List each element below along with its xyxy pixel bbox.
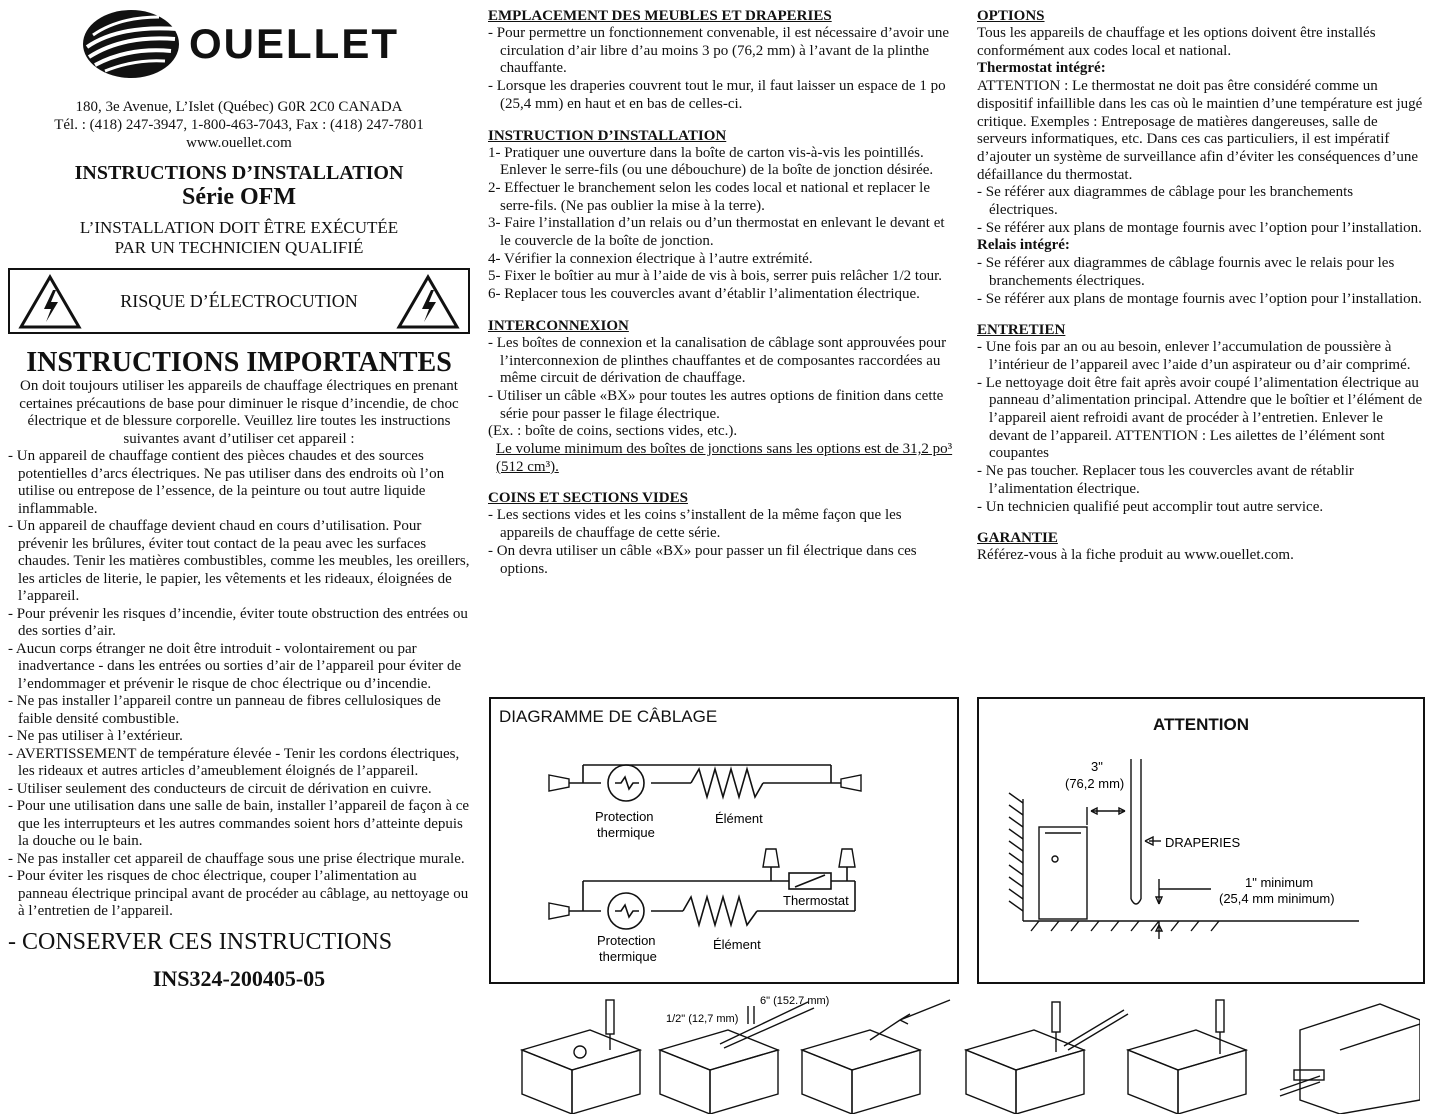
clearance-schematic [979, 699, 1423, 982]
keep-instructions: - CONSERVER CES INSTRUCTIONS [8, 928, 393, 955]
list-item: - Un appareil de chauffage devient chaud en cours d’utilisation. Pour prévenir les brûlures, éviter tout contact de la peau avec les surfaces chaudes. Tenir les matières combustibles, comme les meubles, les oreillers, les articles de literie, le papier, les vêtements et les rideaux, éloignées de l’appareil. [8, 518, 470, 604]
right-column [977, 8, 1425, 565]
list-item: - On devra utiliser un câble «BX» pour passer un fil électrique dans ces options. [488, 542, 917, 577]
list-item: - Utiliser seulement des conducteurs de circuit de dérivation en cuivre. [8, 780, 432, 797]
install-heading: INSTRUCTION D’INSTALLATION [488, 127, 727, 144]
dimension-label: (76,2 mm) [1065, 776, 1125, 791]
installation-steps-illustration [520, 990, 1420, 1114]
list-item: (Ex. : boîte de coins, sections vides, etc.). [488, 423, 738, 440]
element-label: Élément [713, 937, 761, 952]
list-item: - Pour éviter les risques de choc électrique, couper l’alimentation au panneau électrique principal avant de procéder au câblage, au nettoyage ou à l’entretien de l’appareil. [8, 868, 469, 919]
install-steps [488, 145, 958, 304]
dimension-label: 3" [1091, 759, 1103, 774]
step-illustration [966, 1002, 1128, 1114]
list-item: - Pour prévenir les risques d’incendie, éviter toute obstruction des entrées ou des sorties d’air. [8, 605, 468, 639]
left-column [8, 0, 470, 992]
protection-label: thermique [599, 949, 657, 964]
doc-title: INSTRUCTIONS D’INSTALLATION [74, 162, 404, 184]
list-item: - Le nettoyage doit être fait après avoir coupé l’alimentation électrique au panneau d’alimentation principal. Attendre que le boîtier et l’élément de l’appareil aient refroidi avant de procéder à l’entretien. Enlever le devant de l’appareil. ATTENTION : Les ailettes de l’élément sont coupantes [977, 374, 1423, 462]
series-title: Série OFM [182, 184, 296, 210]
list-item: 4- Vérifier la connexion électrique à l’autre extrémité. [488, 250, 813, 267]
protection-label: thermique [597, 825, 655, 840]
list-item: - Un appareil de chauffage contient des pièces chaudes et des sources potentielles d’arcs électriques. Ne pas utiliser dans des endroits où l’on utilise ou entrepose de l’essence, de la peinture ou tout autre liquide inflammable. [8, 448, 445, 517]
list-item: - Pour une utilisation dans une salle de bain, installer l’appareil de façon à ce que les interrupteurs et les autres commandes soient hors d’atteinte depuis la douche ou le bain. [8, 798, 470, 849]
options-intro: Tous les appareils de chauffage et les options doivent être installés conformément aux codes local et national. [977, 25, 1376, 59]
step-illustration [802, 1000, 950, 1114]
step-illustration [1280, 1004, 1420, 1114]
electrocution-warning-text: RISQUE D’ÉLECTROCUTION [120, 290, 358, 311]
list-item: - Pour permettre un fonctionnement convenable, il est nécessaire d’avoir une circulation d’air libre d’au moins 3 po (76,2 mm) à l’avant de la plinthe chauffante. [488, 25, 950, 77]
ouellet-logo-icon [79, 7, 183, 81]
list-item: - Ne pas installer l’appareil contre un panneau de fibres cellulosiques de faible densité combustible. [8, 693, 441, 727]
list-item: - Se référer aux plans de montage fournis avec l’option pour l’installation. [977, 219, 1422, 236]
step-illustration [522, 1000, 640, 1114]
warranty-text: Référez-vous à la fiche produit au www.ouellet.com. [977, 547, 1294, 564]
list-item: - Se référer aux plans de montage fournis avec l’option pour l’installation. [977, 290, 1422, 307]
clearance-diagram [977, 697, 1425, 984]
list-item: - Les boîtes de connexion et la canalisation de câblage sont approuvées pour l’interconnexion de plinthes chauffantes et de composantes raccordées au même circuit de dérivation de chauffage. [488, 334, 947, 387]
electrocution-warning-box [8, 268, 470, 334]
dimension-label: 6" (152.7 mm) [760, 995, 830, 1007]
list-item: - Les sections vides et les coins s’installent de la même façon que les appareils de chauffage de cette série. [488, 507, 902, 542]
protection-label: Protection [597, 933, 656, 948]
thermostat-label: Thermostat [783, 893, 849, 908]
list-item: - Ne pas installer cet appareil de chauffage sous une prise électrique murale. [8, 850, 465, 867]
high-voltage-warning-icon [18, 274, 82, 330]
maintenance-heading: ENTRETIEN [977, 322, 1066, 339]
corners-heading: COINS ET SECTIONS VIDES [488, 490, 688, 507]
list-item: - Un technicien qualifié peut accomplir tout autre service. [977, 498, 1324, 515]
thermostat-list [977, 184, 1425, 237]
website-line: www.ouellet.com [186, 135, 292, 151]
brand-logo [8, 6, 470, 82]
brand-name: OUELLET [189, 20, 399, 67]
technician-notice-line: PAR UN TECHNICIEN QUALIFIÉ [114, 238, 364, 257]
phone-line: Tél. : (418) 247-3947, 1-800-463-7043, Fax : (418) 247-7801 [54, 117, 424, 133]
high-voltage-warning-icon [396, 274, 460, 330]
interconnect-list [488, 335, 958, 441]
list-item: - Se référer aux diagrammes de câblage fournis avec le relais pour les branchements électriques. [977, 255, 1395, 289]
list-item: - Une fois par an ou au besoin, enlever l’accumulation de poussière à l’intérieur de l’appareil avec l’aide d’un aspirateur ou d’air comprimé. [977, 339, 1411, 373]
interconnect-heading: INTERCONNEXION [488, 317, 629, 334]
list-item: 3- Faire l’installation d’un relais ou d’un thermostat en enlevant le devant et le couvercle de la boîte de jonction. [488, 215, 945, 250]
dimension-label: 1/2" (12,7 mm) [666, 1013, 739, 1025]
list-item: 1- Pratiquer une ouverture dans la boîte de carton vis-à-vis les pointillés. Enlever le serre-fils (ou une débouchure) de la boîte de jonction désirée. [488, 144, 934, 179]
list-item: - Utiliser un câble «BX» pour toutes les autres options de finition dans cette série pour passer le filage électrique. [488, 387, 944, 422]
element-label: Élément [715, 811, 763, 826]
wiring-schematic [491, 699, 957, 982]
dimension-label: 1" minimum [1245, 875, 1314, 890]
draperies-label: DRAPERIES [1165, 835, 1241, 850]
clearance-diagram-title: ATTENTION [1152, 715, 1249, 734]
placement-heading: EMPLACEMENT DES MEUBLES ET DRAPERIES [488, 8, 832, 24]
address-block [8, 98, 470, 152]
thermostat-heading: Thermostat intégré: [977, 60, 1106, 77]
list-item: - Lorsque les draperies couvrent tout le mur, il faut laisser un espace de 1 po (25,4 mm) en haut et en bas de celles-ci. [488, 78, 946, 112]
important-title: INSTRUCTIONS IMPORTANTES [26, 347, 452, 378]
protection-label: Protection [595, 809, 654, 824]
options-heading: OPTIONS [977, 8, 1045, 24]
document-number: INS324-200405-05 [152, 965, 326, 991]
middle-column [488, 8, 958, 578]
thermostat-warning: ATTENTION : Le thermostat ne doit pas être considéré comme un dispositif infaillible dans les cas où le maintien d’une température est jugé critique. Exemples : Entreposage de matières dangereuses, salle de serveurs informatiques, etc. Dans ces cas particuliers, il est impératif d’ajouter un système de surveillance afin d’éviter les conséquences d’une défaillance du thermostat. [977, 78, 1423, 183]
list-item: - Aucun corps étranger ne doit être introduit - volontairement ou par inadvertance - dans les entrées ou sorties d’air de l’appareil pour éviter de l’endommager et prévenir le risque de choc électrique ou d’incendie. [8, 640, 462, 692]
relay-heading: Relais intégré: [977, 237, 1070, 254]
dimension-label: (25,4 mm minimum) [1219, 891, 1335, 906]
wiring-diagram-title: DIAGRAMME DE CÂBLAGE [499, 707, 718, 726]
warranty-heading: GARANTIE [977, 530, 1058, 547]
relay-list [977, 255, 1425, 308]
step-illustration [1128, 1000, 1246, 1114]
junction-volume-note: Le volume minimum des boîtes de jonctions sans les options est de 31,2 po³ (512 cm³). [496, 441, 953, 475]
list-item: - Ne pas toucher. Replacer tous les couvercles avant de rétablir l’alimentation électrique. [977, 463, 1354, 497]
safety-list [8, 448, 470, 921]
list-item: 2- Effectuer le branchement selon les codes local et national et replacer le serre-fils. (Ne pas oublier la mise à la terre). [488, 179, 931, 214]
list-item: - Se référer aux diagrammes de câblage pour les branchements électriques. [977, 184, 1354, 219]
list-item: - Ne pas utiliser à l’extérieur. [8, 728, 183, 744]
address-line: 180, 3e Avenue, L’Islet (Québec) G0R 2C0 CANADA [75, 99, 403, 115]
corners-list [488, 507, 958, 578]
list-item: 5- Fixer le boîtier au mur à l’aide de vis à bois, serrer puis relâcher 1/2 tour. [488, 268, 943, 285]
technician-notice [8, 218, 470, 258]
important-intro: On doit toujours utiliser les appareils de chauffage électriques en prenant certaines précautions de base pour diminuer le risque d’incendie, de choc électrique et de blessure corporelle. Veuillez lire toutes les instructions suivantes avant d’utiliser cet appareil : [19, 378, 459, 447]
list-item: 6- Replacer tous les couvercles avant d’établir l’alimentation électrique. [488, 286, 920, 303]
wiring-diagram [489, 697, 959, 984]
placement-list [488, 25, 958, 114]
maintenance-list [977, 339, 1425, 516]
technician-notice-line: L’INSTALLATION DOIT ÊTRE EXÉCUTÉE [79, 218, 399, 237]
list-item: - AVERTISSEMENT de température élevée - Tenir les cordons électriques, les rideaux et autres articles d’ameublement éloignés de l’appareil. [8, 745, 460, 779]
